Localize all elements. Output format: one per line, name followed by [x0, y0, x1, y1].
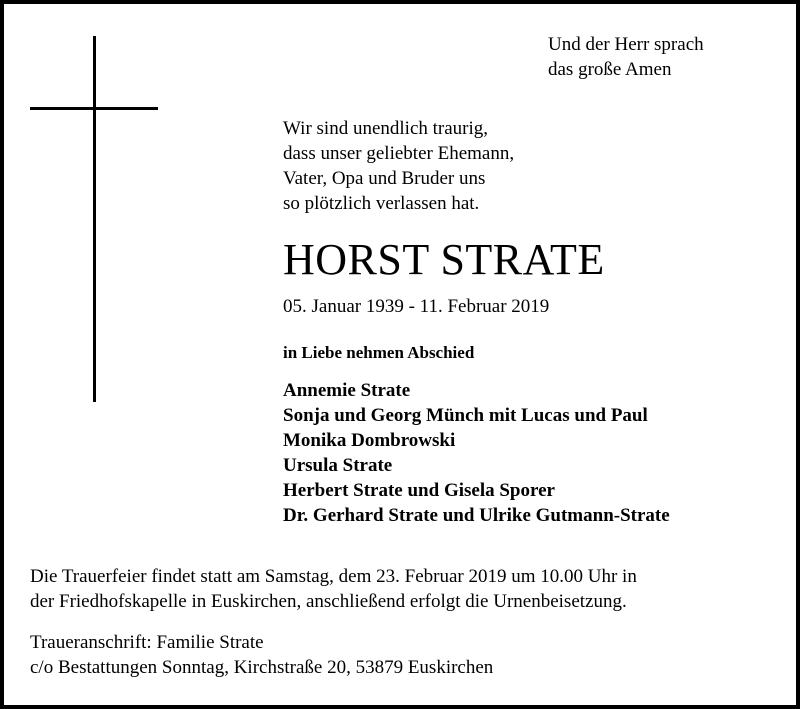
mourner-item: Sonja und Georg Münch mit Lucas und Paul — [283, 405, 648, 426]
address-line: Traueranschrift: Familie Strate — [30, 632, 264, 653]
ceremony-line: Die Trauerfeier findet statt am Samstag, dem 23. Februar 2019 um 10.00 Uhr in — [30, 566, 637, 587]
ceremony-info — [30, 564, 780, 614]
mourner-item: Monika Dombrowski — [283, 430, 456, 451]
mourners-list — [283, 378, 670, 528]
intro-line: Vater, Opa und Bruder uns — [283, 168, 486, 189]
intro-text — [283, 116, 514, 216]
intro-line: dass unser geliebter Ehemann, — [283, 143, 515, 164]
ceremony-line: der Friedhofskapelle in Euskirchen, anschließend erfolgt die Urnenbeisetzung. — [30, 591, 627, 612]
mourner-item: Herbert Strate und Gisela Sporer — [283, 480, 555, 501]
mourner-item: Ursula Strate — [283, 455, 393, 476]
farewell-heading: in Liebe nehmen Abschied — [283, 343, 475, 362]
life-dates: 05. Januar 1939 - 11. Februar 2019 — [283, 296, 550, 317]
quote-line: das große Amen — [548, 59, 672, 80]
cross-icon-horizontal — [30, 107, 158, 110]
intro-line: Wir sind unendlich traurig, — [283, 118, 489, 139]
address-line: c/o Bestattungen Sonntag, Kirchstraße 20, 53879 Euskirchen — [30, 657, 494, 678]
mourner-item: Annemie Strate — [283, 380, 411, 401]
deceased-name: HORST STRATE — [283, 235, 605, 284]
bible-quote — [548, 32, 704, 82]
mourner-item: Dr. Gerhard Strate und Ulrike Gutmann-Strate — [283, 505, 670, 526]
mourning-address — [30, 630, 493, 680]
intro-line: so plötzlich verlassen hat. — [283, 193, 480, 214]
cross-icon-vertical — [93, 36, 96, 402]
quote-line: Und der Herr sprach — [548, 34, 704, 55]
